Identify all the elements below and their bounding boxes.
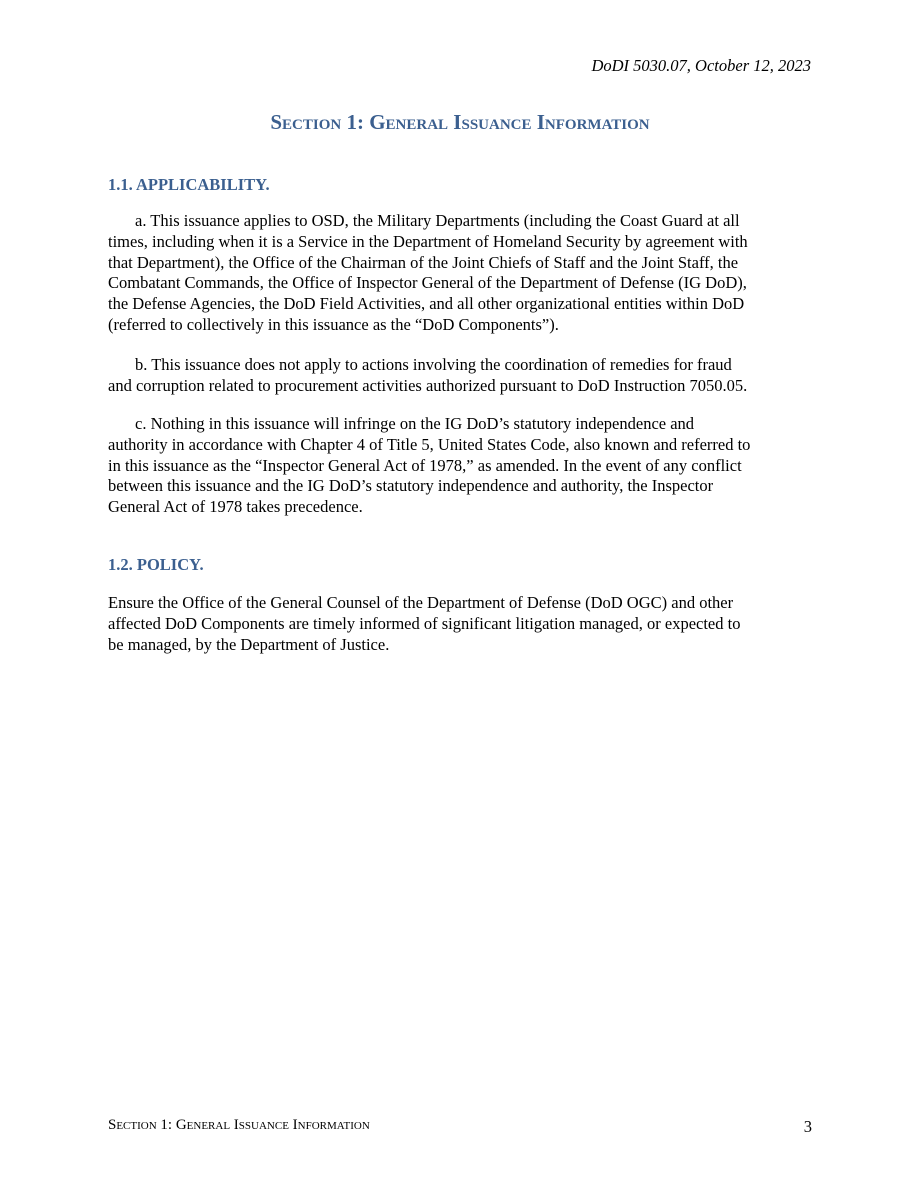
page-number: 3 <box>803 1117 812 1136</box>
applicability-paragraph-c <box>108 414 814 518</box>
paragraph-line: (referred to collectively in this issuance as the “DoD Components”). <box>108 314 559 334</box>
paragraph-line: be managed, by the Department of Justice. <box>108 634 390 654</box>
paragraph-line: Combatant Commands, the Office of Inspector General of the Department of Defense (IG DoD), <box>108 273 747 293</box>
paragraph-line: b. This issuance does not apply to actions involving the coordination of remedies for fraud <box>135 355 732 374</box>
paragraph-line: authority in accordance with Chapter 4 of Title 5, United States Code, also known and referred to <box>108 434 751 454</box>
paragraph-line: between this issuance and the IG DoD’s statutory independence and authority, the Inspector <box>108 476 714 496</box>
paragraph-line: affected DoD Components are timely informed of significant litigation managed, or expected to <box>108 613 741 633</box>
applicability-heading: 1.1. APPLICABILITY. <box>108 175 270 194</box>
applicability-paragraph-a <box>108 211 814 336</box>
policy-heading: 1.2. POLICY. <box>108 555 204 574</box>
policy-paragraph <box>108 593 814 655</box>
paragraph-line: and corruption related to procurement activities authorized pursuant to DoD Instruction 7050.05. <box>108 375 748 395</box>
paragraph-line: the Defense Agencies, the DoD Field Activities, and all other organizational entities within DoD <box>108 294 745 314</box>
document-reference: DoDI 5030.07, October 12, 2023 <box>591 56 811 75</box>
paragraph-line: a. This issuance applies to OSD, the Military Departments (including the Coast Guard at all <box>135 211 740 230</box>
paragraph-line: that Department), the Office of the Chairman of the Joint Chiefs of Staff and the Joint Staff, the <box>108 252 739 272</box>
paragraph-line: General Act of 1978 takes precedence. <box>108 497 363 517</box>
section-title: Section 1: General Issuance Information <box>270 110 650 134</box>
applicability-paragraph-b <box>108 355 814 397</box>
paragraph-line: c. Nothing in this issuance will infringe on the IG DoD’s statutory independence and <box>135 414 695 433</box>
footer-section-title: Section 1: General Issuance Information <box>108 1117 370 1133</box>
paragraph-line: times, including when it is a Service in the Department of Homeland Security by agreement with <box>108 231 748 251</box>
paragraph-line: in this issuance as the “Inspector General Act of 1978,” as amended. In the event of any conflict <box>108 455 742 475</box>
paragraph-line: Ensure the Office of the General Counsel of the Department of Defense (DoD OGC) and other <box>108 593 734 612</box>
